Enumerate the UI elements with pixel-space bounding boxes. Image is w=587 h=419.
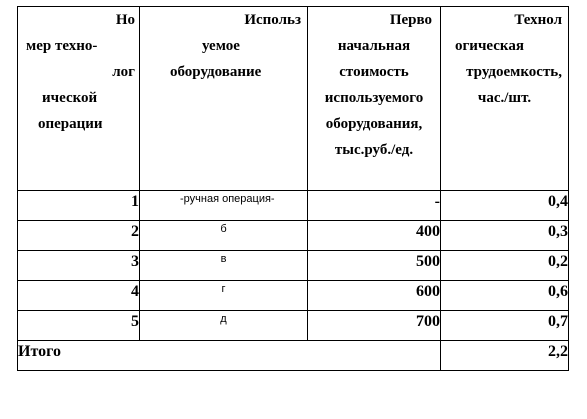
labor-intensity: 0,2 bbox=[441, 251, 569, 281]
table-header-row bbox=[18, 7, 569, 191]
header-line: Использ bbox=[244, 12, 301, 28]
header-line: трудоемкость, bbox=[466, 64, 562, 80]
header-line: тыс.руб./ед. bbox=[334, 142, 414, 158]
header-line: начальная bbox=[337, 38, 411, 54]
labor-intensity: 0,7 bbox=[441, 311, 569, 341]
header-line: лог bbox=[112, 64, 135, 80]
header-line: ической bbox=[42, 90, 98, 106]
table-row bbox=[18, 311, 569, 341]
labor-intensity: 0,6 bbox=[441, 281, 569, 311]
total-row bbox=[18, 341, 569, 371]
labor-intensity: 0,4 bbox=[441, 191, 569, 221]
header-line: оборудование bbox=[170, 64, 262, 80]
header-line: Но bbox=[115, 12, 135, 28]
header-line: операции bbox=[38, 116, 103, 132]
header-line: мер техно- bbox=[26, 38, 98, 54]
initial-cost: - bbox=[308, 191, 441, 221]
header-line: огическая bbox=[455, 38, 524, 54]
header-line: час./шт. bbox=[477, 90, 532, 106]
initial-cost: 600 bbox=[308, 281, 441, 311]
equipment-name: -ручная операция- bbox=[140, 191, 308, 221]
operations-table bbox=[17, 6, 569, 371]
header-line: оборудования, bbox=[325, 116, 423, 132]
header-line: используемого bbox=[324, 90, 424, 106]
operation-number: 3 bbox=[18, 251, 140, 281]
equipment-name: б bbox=[140, 221, 308, 251]
header-equipment bbox=[140, 7, 308, 191]
table-row bbox=[18, 221, 569, 251]
equipment-name: д bbox=[140, 311, 308, 341]
header-line: Технол bbox=[514, 12, 562, 28]
table-row bbox=[18, 281, 569, 311]
initial-cost: 400 bbox=[308, 221, 441, 251]
operation-number: 4 bbox=[18, 281, 140, 311]
initial-cost: 500 bbox=[308, 251, 441, 281]
table-row bbox=[18, 251, 569, 281]
initial-cost: 700 bbox=[308, 311, 441, 341]
header-line: стоимость bbox=[339, 64, 409, 80]
header-line: уемое bbox=[202, 38, 240, 54]
operation-number: 5 bbox=[18, 311, 140, 341]
operation-number: 1 bbox=[18, 191, 140, 221]
equipment-name: в bbox=[140, 251, 308, 281]
equipment-name: г bbox=[140, 281, 308, 311]
table-row bbox=[18, 191, 569, 221]
header-operation-number bbox=[18, 7, 140, 191]
labor-intensity: 0,3 bbox=[441, 221, 569, 251]
header-labor-intensity bbox=[441, 7, 569, 191]
total-labor-intensity: 2,2 bbox=[441, 341, 569, 371]
total-label: Итого bbox=[18, 341, 441, 371]
header-line: Перво bbox=[389, 12, 432, 28]
operation-number: 2 bbox=[18, 221, 140, 251]
header-initial-cost bbox=[308, 7, 441, 191]
